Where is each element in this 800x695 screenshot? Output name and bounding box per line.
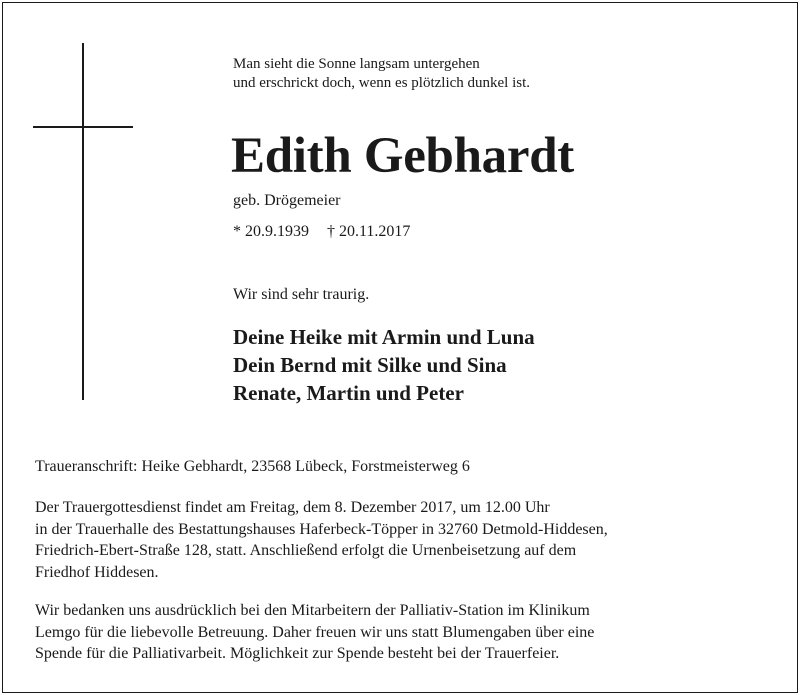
- life-dates: [233, 222, 410, 242]
- mourner-line: Deine Heike mit Armin und Luna: [233, 325, 535, 349]
- thanks-line: Spende für die Palliativarbeit. Möglichkeit zur Spende besteht bei der Trauerfeier.: [35, 645, 560, 662]
- deceased-name: Edith Gebhardt: [231, 128, 574, 184]
- thanks-note: [35, 600, 594, 665]
- maiden-name: geb. Drögemeier: [233, 192, 341, 209]
- service-line: Friedhof Hiddesen.: [35, 563, 159, 581]
- birth-date: * 20.9.1939: [233, 223, 309, 240]
- service-info: [35, 497, 608, 583]
- cross-crossbar: [33, 126, 133, 128]
- mourners-list: [233, 323, 535, 407]
- address-line: Traueranschrift: Heike Gebhardt, 23568 Lübeck, Forstmeisterweg 6: [35, 458, 470, 475]
- obituary-frame: [2, 2, 798, 693]
- service-line: Der Trauergottesdienst findet am Freitag, dem 8. Dezember 2017, um 12.00 Uhr: [35, 499, 550, 516]
- cross-icon: [82, 43, 84, 400]
- thanks-line: Wir bedanken uns ausdrücklich bei den Mitarbeitern der Palliativ-Station im Klinikum: [35, 602, 590, 619]
- mourner-line: Renate, Martin und Peter: [233, 381, 464, 405]
- opening-quote: [233, 55, 530, 93]
- quote-line: und erschrickt doch, wenn es plötzlich dunkel ist.: [233, 75, 531, 91]
- service-line: Friedrich-Ebert-Straße 128, statt. Anschließend erfolgt die Urnenbeisetzung auf dem: [35, 542, 577, 559]
- quote-line: Man sieht die Sonne langsam untergehen: [233, 56, 480, 72]
- mourning-address: [35, 456, 470, 478]
- sentiment-line: Wir sind sehr traurig.: [233, 286, 370, 303]
- death-date: † 20.11.2017: [327, 223, 411, 240]
- thanks-line: Lemgo für die liebevolle Betreuung. Daher freuen wir uns statt Blumengaben über eine: [35, 623, 595, 641]
- mourner-line: Dein Bernd mit Silke und Sina: [233, 353, 507, 377]
- service-line: in der Trauerhalle des Bestattungshauses Haferbeck-Töpper in 32760 Detmold-Hiddesen,: [35, 520, 608, 538]
